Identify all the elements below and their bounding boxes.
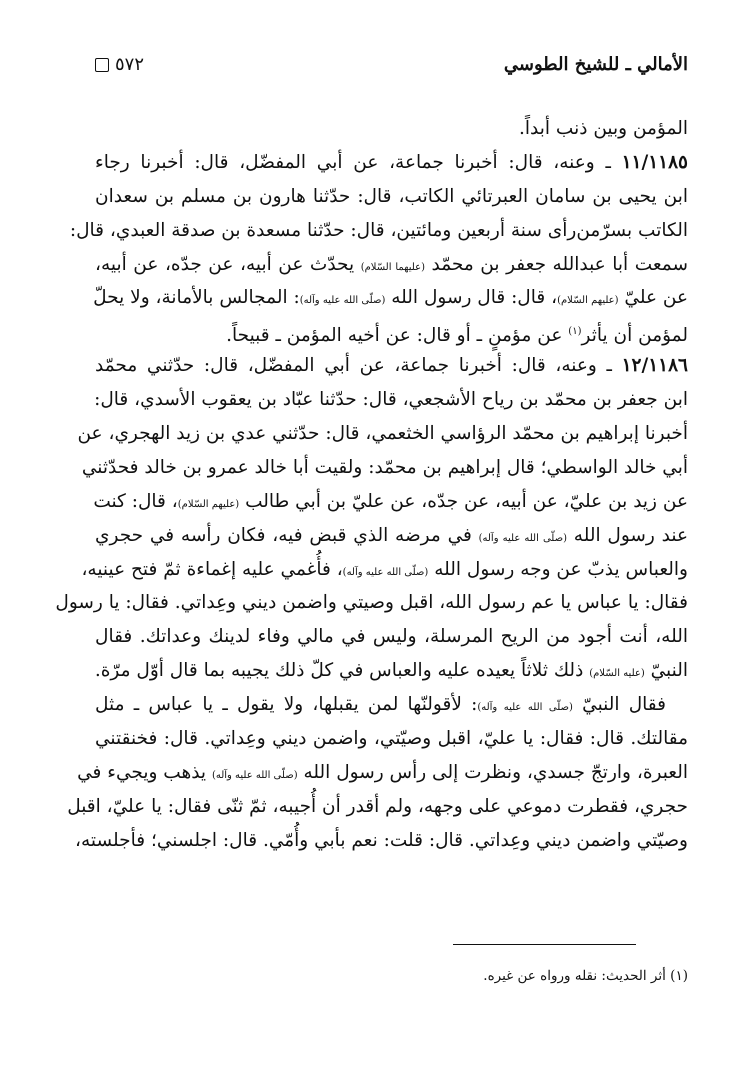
honorific: (عليهما السّلام) bbox=[360, 261, 425, 273]
page-header bbox=[95, 54, 688, 84]
text-line bbox=[77, 756, 688, 790]
honorific: (صلّى الله عليه وآله) bbox=[477, 702, 573, 714]
text-segment: عن مؤمنٍ ـ أو قال: عن أخيه المؤمن ـ قبيحاً. bbox=[226, 325, 569, 347]
text-segment: لمؤمن أن يأثر bbox=[581, 325, 688, 347]
text-segment: أبي خالد الواسطي؛ قال إبراهيم بن محمّد: ولقيت أبا خالد عمرو بن خالد فحدّثني bbox=[81, 456, 688, 478]
text-segment: فقال: يا عباس يا عم رسول الله، اقبل وصيتي واضمن ديني وعِداتي. فقال: يا رسول bbox=[55, 592, 688, 614]
text-segment: في مرضه الذي قبض فيه، فكان رأسه في حجري bbox=[95, 524, 479, 546]
text-segment: يحدّث عن أبيه، عن جدّه، عن أبيه، bbox=[95, 253, 361, 275]
text-segment: : لأقولنّها لمن يقبلها، ولا يقول ـ يا عباس ـ مثل bbox=[95, 694, 478, 716]
running-title: الأمالي ـ للشيخ الطوسي bbox=[503, 54, 688, 75]
text-segment: الله، أنت أجود من الريح المرسلة، وليس في مالي وفاء لدينك وعداتك. فقال bbox=[95, 626, 688, 648]
text-segment: العبرة، وارتجّ جسدي، ونظرت إلى رأس رسول الله bbox=[297, 761, 688, 783]
text-segment: وصيّتي واضمن ديني وعِداتي. قال: قلت: نعم بأبي وأُمّي. قال: اجلسني؛ فأجلسته، bbox=[75, 829, 688, 851]
text-line bbox=[95, 315, 688, 349]
page-number: ٥٧٢ bbox=[115, 54, 145, 75]
text-line bbox=[95, 146, 688, 180]
honorific: (صلّى الله عليه وآله) bbox=[478, 532, 568, 544]
text-segment: ذلك ثلاثاً يعيده عليه والعباس في كلّ ذلك يجيبه بما قال أوّل مرّة. bbox=[94, 660, 590, 682]
text-segment: النبيّ bbox=[644, 660, 688, 682]
honorific: (صلّى الله عليه وآله) bbox=[211, 769, 298, 781]
text-segment: الكاتب بسرّمن‌رأى سنة أربعين ومائتين، قال: حدّثنا مسعدة بن صدقة العبدي، قال: bbox=[69, 219, 688, 241]
text-line bbox=[75, 824, 688, 858]
footnote-ref: (١) bbox=[568, 326, 582, 338]
text-segment: حجري، فقطرت دموعي على وجهه، ولم أقدر أن أُجيبه، ثمّ ثنّى فقال: يا عليّ، اقبل bbox=[67, 795, 688, 817]
text-segment: : المجالس بالأمانة، ولا يحلّ bbox=[93, 287, 300, 309]
text-segment: ، قال: قال رسول الله bbox=[385, 287, 558, 309]
text-line bbox=[77, 417, 688, 451]
text-segment: سمعت أبا عبدالله جعفر بن محمّد bbox=[424, 253, 688, 275]
text-segment: ابن يحيى بن سامان العبرتائي الكاتب، قال: حدّثنا هارون بن مسلم بن سعدان bbox=[95, 185, 688, 207]
text-line bbox=[95, 519, 688, 553]
text-line bbox=[81, 451, 688, 485]
honorific: (صلّى الله عليه وآله) bbox=[342, 566, 429, 578]
text-line bbox=[95, 349, 688, 383]
text-line bbox=[95, 654, 688, 688]
text-segment: ـ وعنه، قال: أخبرنا جماعة، عن أبي المفضّل، قال: أخبرنا رجاء bbox=[95, 151, 622, 173]
text-line bbox=[69, 214, 688, 248]
text-line bbox=[55, 586, 688, 620]
text-segment: ، قال: كنت bbox=[93, 490, 178, 512]
footnote: (١) أثر الحديث: نقله ورواه عن غيره. bbox=[483, 968, 688, 984]
text-segment: ابن جعفر بن محمّد بن رياح الأشجعي، قال: حدّثنا عبّاد بن يعقوب الأسدي، قال: bbox=[94, 389, 688, 411]
text-line bbox=[67, 790, 688, 824]
text-line bbox=[95, 180, 688, 214]
text-segment: مقالتك. قال: فقال: يا عليّ، اقبل وصيّتي، واضمن ديني وعِداتي. قال: فخنقتني bbox=[95, 728, 688, 750]
text-line bbox=[81, 553, 688, 587]
text-line bbox=[95, 485, 688, 519]
page-number-block bbox=[95, 54, 144, 75]
honorific: (عليه السّلام) bbox=[589, 668, 645, 680]
honorific: (صلّى الله عليه وآله) bbox=[299, 295, 386, 307]
text-line bbox=[95, 722, 688, 756]
text-line bbox=[95, 248, 688, 282]
hadith-number: ١١/١١٨٥ bbox=[621, 151, 688, 173]
text-segment: فقال النبيّ bbox=[572, 694, 666, 716]
text-line bbox=[95, 112, 688, 146]
text-segment: ـ وعنه، قال: أخبرنا جماعة، عن أبي المفضّل، قال: حدّثني محمّد bbox=[95, 355, 622, 377]
main-text bbox=[55, 112, 688, 858]
footnote-separator bbox=[453, 944, 636, 945]
honorific: (عليهم السّلام) bbox=[177, 498, 240, 510]
text-line bbox=[95, 281, 688, 315]
text-segment: يذهب ويجيء في bbox=[77, 761, 212, 783]
square-icon bbox=[95, 58, 109, 72]
text-line bbox=[95, 620, 688, 654]
hadith-number: ١٢/١١٨٦ bbox=[621, 355, 688, 377]
text-segment: أخبرنا إبراهيم بن محمّد الرؤاسي الخثعمي، قال: حدّثني عدي بن زيد الهجري، عن bbox=[77, 423, 688, 445]
text-segment: عن عليّ bbox=[618, 287, 688, 309]
honorific: (عليهم السّلام) bbox=[557, 295, 619, 307]
text-line bbox=[95, 383, 688, 417]
text-segment: عند رسول الله bbox=[567, 524, 688, 546]
text-segment: والعباس يذبّ عن وجه رسول الله bbox=[428, 558, 688, 580]
text-segment: عن زيد بن عليّ، عن أبيه، عن جدّه، عن عليّ بن أبي طالب bbox=[239, 490, 688, 512]
text-segment: ، فأُغمي عليه إغماءة ثمّ فتح عينيه، bbox=[81, 558, 343, 580]
text-segment: المؤمن وبين ذنب أبداً. bbox=[519, 118, 688, 139]
text-line bbox=[95, 688, 688, 722]
